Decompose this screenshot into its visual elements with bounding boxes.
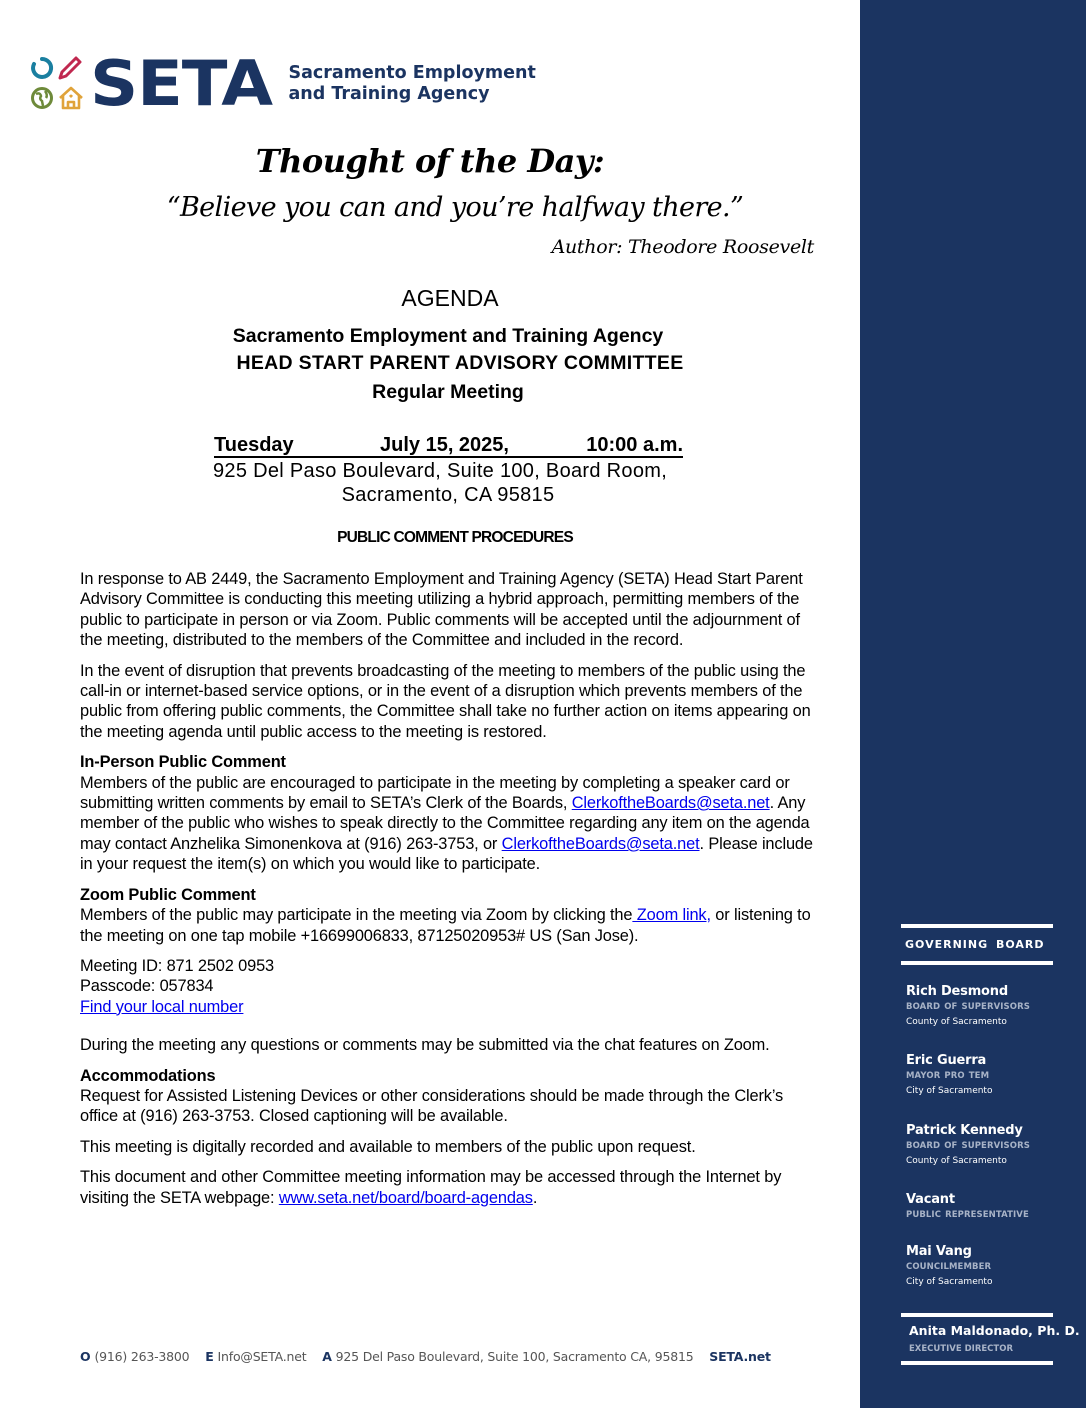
meeting-datetime bbox=[214, 434, 683, 458]
house-icon bbox=[58, 86, 84, 110]
meeting-id: Meeting ID: 871 2502 0953 bbox=[80, 956, 274, 975]
meeting-day: Tuesday bbox=[214, 434, 294, 456]
board-member bbox=[906, 983, 1030, 1030]
member-name: Vacant bbox=[906, 1192, 955, 1207]
in-person-text: . Please include in your request the item(s) on which you would like to participate. bbox=[80, 834, 813, 874]
in-person-text: Members of the public are encouraged to participate in the meeting by completing a speaker card or submitting written comments by email to SETA’s Clerk of the Boards, bbox=[80, 773, 790, 813]
footer-address: 925 Del Paso Boulevard, Suite 100, Sacramento CA, 95815 bbox=[335, 1349, 694, 1364]
sidebar-divider bbox=[901, 924, 1053, 928]
governing-board-title: GOVERNING BOARD bbox=[905, 938, 1045, 951]
procedures-body bbox=[80, 569, 820, 1208]
email-label: E bbox=[205, 1349, 214, 1364]
public-comment-title: PUBLIC COMMENT PROCEDURES bbox=[337, 529, 573, 546]
board-member bbox=[906, 1243, 992, 1290]
meeting-address-line2: Sacramento, CA 95815 bbox=[341, 484, 555, 506]
zoom-heading: Zoom Public Comment bbox=[80, 885, 256, 904]
meeting-address-line1: 925 Del Paso Boulevard, Suite 100, Board Room, bbox=[213, 460, 668, 482]
access-paragraph bbox=[80, 1167, 820, 1208]
thought-author: Author: Theodore Roosevelt bbox=[551, 236, 814, 258]
logo-subtitle-line1: Sacramento Employment bbox=[288, 63, 536, 83]
footer-site[interactable]: SETA.net bbox=[709, 1349, 771, 1364]
address-label: A bbox=[322, 1349, 332, 1364]
board-member bbox=[906, 1052, 992, 1099]
sidebar-divider bbox=[901, 961, 1053, 965]
globe-icon bbox=[30, 86, 54, 110]
member-role: BOARD OF SUPERVISORS bbox=[906, 1002, 1030, 1012]
in-person-paragraph bbox=[80, 773, 820, 875]
executive-role: EXECUTIVE DIRECTOR bbox=[909, 1344, 1013, 1354]
footer-phone: (916) 263-3800 bbox=[94, 1349, 190, 1364]
member-role: COUNCILMEMBER bbox=[906, 1262, 992, 1272]
member-org: City of Sacramento bbox=[906, 1277, 993, 1287]
meeting-type: Regular Meeting bbox=[372, 381, 524, 403]
chat-note: During the meeting any questions or comments may be submitted via the chat features on Zoom. bbox=[80, 1036, 770, 1055]
access-end: . bbox=[532, 1188, 538, 1207]
member-role: MAYOR PRO TEM bbox=[906, 1071, 990, 1081]
member-org: County of Sacramento bbox=[906, 1017, 1007, 1027]
logo-icons bbox=[30, 56, 86, 112]
zoom-text: Members of the public may participate in the meeting via Zoom by clicking the bbox=[80, 906, 633, 925]
logo-subtitle-line2: and Training Agency bbox=[288, 84, 490, 104]
member-role: PUBLIC REPRESENTATIVE bbox=[906, 1210, 1029, 1220]
member-role: BOARD OF SUPERVISORS bbox=[906, 1141, 1030, 1151]
in-person-text: . Any member of the public who wishes to speak directly to the Committee regarding any item on the agenda may contact Anzhelika Simonenkova at (916) 263-3753, or bbox=[80, 794, 810, 853]
seta-logo bbox=[30, 47, 536, 120]
board-member bbox=[906, 1191, 1029, 1223]
accommodations-heading: Accommodations bbox=[80, 1066, 216, 1085]
committee-name: HEAD START PARENT ADVISORY COMMITTEE bbox=[236, 352, 684, 374]
phone-label: O bbox=[80, 1349, 91, 1364]
access-text: This document and other Committee meeting information may be accessed through the Internet by visiting the SETA webpage: bbox=[80, 1168, 782, 1207]
member-name: Rich Desmond bbox=[906, 984, 1008, 999]
thought-quote: “Believe you can and you’re halfway there.” bbox=[166, 192, 744, 223]
org-name: Sacramento Employment and Training Agency bbox=[232, 325, 664, 347]
member-name: Eric Guerra bbox=[906, 1053, 987, 1068]
intro-paragraph-2: In the event of disruption that prevents broadcasting of the meeting to members of the public using the call-in or internet-based service options, or in the event of a disruption which prevents members of the public from offering public comments, the Committee shall take no further action on items appearing on the meeting agenda until public access to the meeting is restored. bbox=[80, 661, 811, 741]
page-footer bbox=[80, 1349, 771, 1364]
intro-paragraph-1: In response to AB 2449, the Sacramento Employment and Training Agency (SETA) Head Start Parent Advisory Committee is conducting this meeting utilizing a hybrid approach, permitting members of the public to participate in person or via Zoom. Public comments will be accepted until the adjournment of the meeting, distributed to the members of the Committee and included in the record. bbox=[80, 570, 803, 650]
clerk-email-link-2[interactable]: ClerkoftheBoards@seta.net bbox=[501, 834, 700, 853]
logo-subtitle bbox=[288, 63, 535, 105]
executive-name: Anita Maldonado, Ph. D. bbox=[909, 1323, 1080, 1338]
pencil-icon bbox=[58, 56, 82, 80]
find-local-number-link[interactable]: Find your local number bbox=[80, 997, 244, 1016]
circle-arrow-icon bbox=[30, 56, 54, 80]
in-person-heading: In-Person Public Comment bbox=[80, 753, 286, 772]
recorded-note: This meeting is digitally recorded and available to members of the public upon request. bbox=[80, 1137, 696, 1156]
board-agendas-link[interactable]: www.seta.net/board/board-agendas bbox=[278, 1188, 533, 1207]
meeting-time: 10:00 a.m. bbox=[586, 434, 683, 456]
accommodations-text: Request for Assisted Listening Devices or other considerations should be made through the Clerk’s office at (916) 263-3753. Closed captioning will be available. bbox=[80, 1086, 784, 1126]
meeting-date: July 15, 2025, bbox=[380, 434, 509, 456]
logo-wordmark: SETA bbox=[90, 47, 272, 120]
zoom-paragraph bbox=[80, 905, 820, 946]
member-name: Patrick Kennedy bbox=[906, 1123, 1023, 1138]
sidebar-divider bbox=[901, 1313, 1053, 1317]
clerk-email-link[interactable]: ClerkoftheBoards@seta.net bbox=[571, 794, 770, 813]
board-member bbox=[906, 1122, 1030, 1169]
agenda-title: AGENDA bbox=[401, 285, 499, 311]
zoom-text: or listening to the meeting on one tap mobile +16699006833, 87125020953# US (San Jose). bbox=[80, 906, 811, 945]
governing-board-sidebar bbox=[860, 0, 1086, 1408]
sidebar-divider bbox=[901, 1361, 1053, 1365]
thought-title: Thought of the Day: bbox=[255, 142, 605, 180]
footer-email[interactable]: Info@SETA.net bbox=[217, 1349, 307, 1364]
passcode: Passcode: 057834 bbox=[80, 977, 214, 996]
member-name: Mai Vang bbox=[906, 1244, 972, 1259]
member-org: County of Sacramento bbox=[906, 1156, 1007, 1166]
executive-director bbox=[909, 1322, 1080, 1358]
zoom-link[interactable]: Zoom link, bbox=[632, 906, 711, 925]
member-org: City of Sacramento bbox=[906, 1086, 993, 1096]
